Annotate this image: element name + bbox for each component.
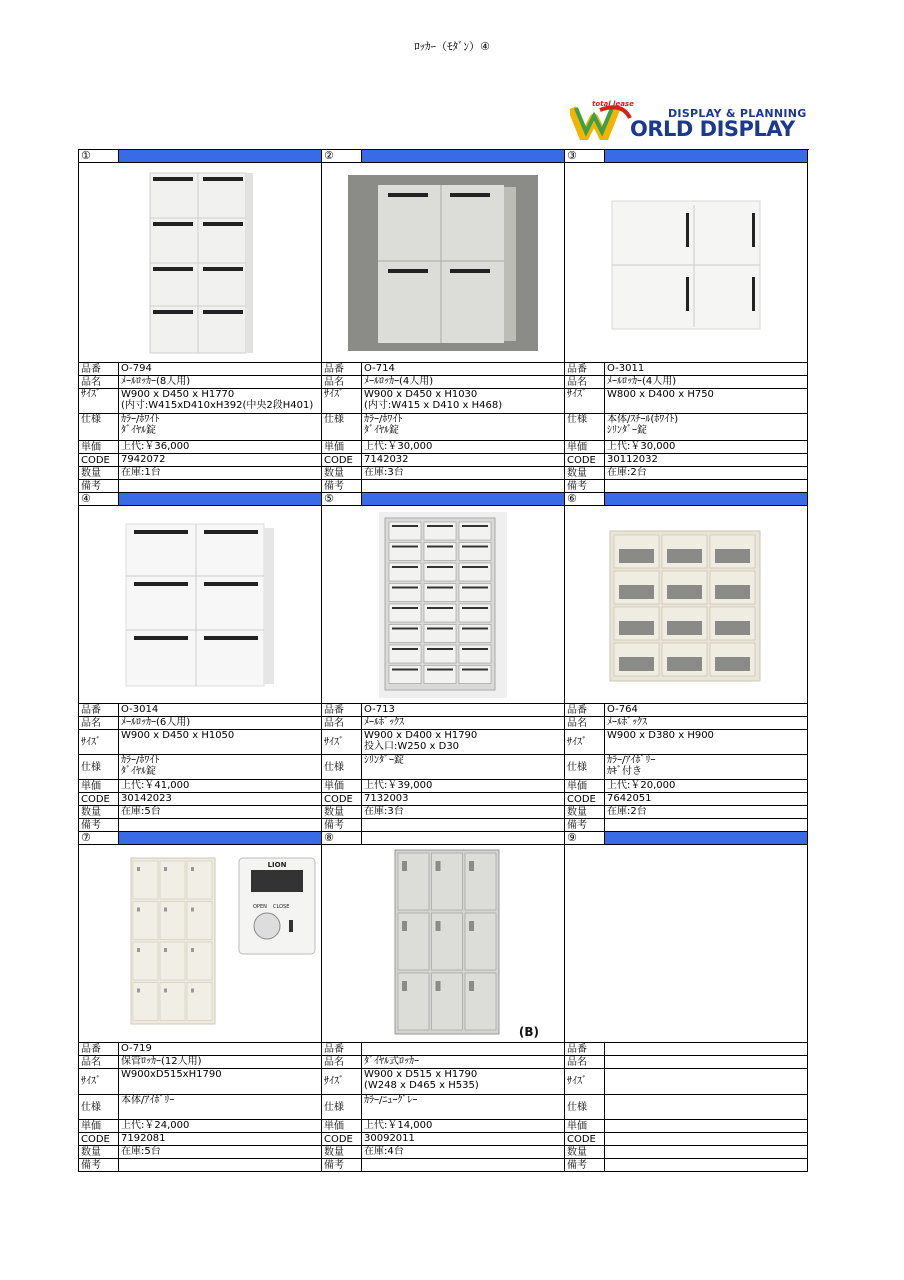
- note-value: [119, 480, 322, 493]
- mail-locker-8-image: [79, 163, 322, 363]
- product-number: ⑤: [322, 493, 362, 506]
- code-value: 7192081: [119, 1133, 322, 1146]
- note-value: [362, 480, 565, 493]
- qty-value: 在庫:4台: [362, 1146, 565, 1159]
- mail-locker-4-image: [322, 163, 565, 363]
- price-value: 上代:￥30,000: [362, 441, 565, 454]
- part-no-value: [362, 1043, 565, 1056]
- label-size: ｻｲｽﾞ: [565, 389, 605, 414]
- product-header-bar: [362, 832, 565, 845]
- product-catalog-table: [78, 149, 809, 1172]
- storage-locker-12-image: [79, 845, 322, 1043]
- size-value: W800 x D400 x H750: [605, 389, 808, 414]
- size-value: W900 x D400 x H1790 投入口:W250 x D30: [362, 730, 565, 755]
- code-value: 7142032: [362, 454, 565, 467]
- name-value: ﾒｰﾙﾛｯｶｰ(6人用): [119, 717, 322, 730]
- label-price: 単価: [565, 441, 605, 454]
- label-price: 単価: [79, 780, 119, 793]
- qty-value: [605, 1146, 808, 1159]
- qty-value: 在庫:3台: [362, 467, 565, 480]
- label-qty: 数量: [565, 467, 605, 480]
- label-part-no: 品番: [565, 704, 605, 717]
- label-qty: 数量: [322, 1146, 362, 1159]
- label-qty: 数量: [79, 806, 119, 819]
- label-qty: 数量: [79, 467, 119, 480]
- label-price: 単価: [79, 441, 119, 454]
- label-name: 品名: [565, 1056, 605, 1069]
- spec-value: ｼﾘﾝﾀﾞｰ錠: [362, 755, 565, 780]
- name-value: ﾒｰﾙﾛｯｶｰ(4人用): [605, 376, 808, 389]
- label-spec: 仕様: [565, 1095, 605, 1120]
- code-value: 7132003: [362, 793, 565, 806]
- product-header-bar: [605, 150, 808, 163]
- product-number: ③: [565, 150, 605, 163]
- spec-value: ｶﾗｰ/ﾎﾜｲﾄ ﾀﾞｲﾔﾙ錠: [119, 755, 322, 780]
- dial-locker-9-image: [322, 845, 565, 1043]
- size-value: W900 x D450 x H1770 (内寸:W415xD410xH392(中央2段H401): [119, 389, 322, 414]
- label-code: CODE: [322, 793, 362, 806]
- label-part-no: 品番: [322, 363, 362, 376]
- code-value: 30092011: [362, 1133, 565, 1146]
- code-value: [605, 1133, 808, 1146]
- product-header-bar: [362, 493, 565, 506]
- label-size: ｻｲｽﾞ: [322, 730, 362, 755]
- note-value: [362, 1159, 565, 1172]
- label-spec: 仕様: [79, 414, 119, 441]
- name-value: ﾒｰﾙﾎﾞｯｸｽ: [362, 717, 565, 730]
- spec-value: 本体/ｽﾁｰﾙ(ﾎﾜｲﾄ) ｼﾘﾝﾀﾞｰ錠: [605, 414, 808, 441]
- product-number: ④: [79, 493, 119, 506]
- label-qty: 数量: [322, 467, 362, 480]
- size-value: W900xD515xH1790: [119, 1069, 322, 1095]
- name-value: [605, 1056, 808, 1069]
- mail-locker-6-image: [79, 506, 322, 704]
- price-value: 上代:￥30,000: [605, 441, 808, 454]
- label-part-no: 品番: [322, 704, 362, 717]
- price-value: 上代:￥39,000: [362, 780, 565, 793]
- price-value: [605, 1120, 808, 1133]
- product-header-bar: [605, 493, 808, 506]
- note-value: [119, 1159, 322, 1172]
- label-size: ｻｲｽﾞ: [322, 1069, 362, 1095]
- dial-brand-label: LION: [267, 860, 287, 869]
- label-spec: 仕様: [565, 755, 605, 780]
- part-no-value: O-714: [362, 363, 565, 376]
- note-value: [605, 480, 808, 493]
- part-no-value: O-764: [605, 704, 808, 717]
- label-price: 単価: [322, 441, 362, 454]
- label-size: ｻｲｽﾞ: [322, 389, 362, 414]
- product-number: ①: [79, 150, 119, 163]
- price-value: 上代:￥24,000: [119, 1120, 322, 1133]
- product-header-bar: [605, 832, 808, 845]
- product-header-bar: [119, 832, 322, 845]
- mail-box-12-image: [565, 506, 808, 704]
- spec-value: ｶﾗｰ/ﾎﾜｲﾄ ﾀﾞｲﾔﾙ錠: [119, 414, 322, 441]
- label-code: CODE: [79, 793, 119, 806]
- spec-value: ｶﾗｰ/ｱｲﾎﾞﾘｰ ｶｷﾞ付き: [605, 755, 808, 780]
- label-part-no: 品番: [79, 1043, 119, 1056]
- label-spec: 仕様: [79, 755, 119, 780]
- label-spec: 仕様: [322, 414, 362, 441]
- label-price: 単価: [565, 780, 605, 793]
- code-value: 30112032: [605, 454, 808, 467]
- label-note: 備考: [322, 1159, 362, 1172]
- part-no-value: O-713: [362, 704, 565, 717]
- logo-small-text: total lease: [592, 100, 634, 108]
- label-spec: 仕様: [322, 755, 362, 780]
- price-value: 上代:￥41,000: [119, 780, 322, 793]
- code-value: 30142023: [119, 793, 322, 806]
- label-part-no: 品番: [79, 704, 119, 717]
- dial-close-label: CLOSE: [273, 903, 290, 910]
- label-spec: 仕様: [565, 414, 605, 441]
- note-value: [362, 819, 565, 832]
- label-note: 備考: [322, 819, 362, 832]
- label-qty: 数量: [322, 806, 362, 819]
- name-value: ﾒｰﾙﾛｯｶｰ(8人用): [119, 376, 322, 389]
- label-name: 品名: [79, 376, 119, 389]
- label-part-no: 品番: [565, 363, 605, 376]
- label-name: 品名: [79, 1056, 119, 1069]
- product-number: ⑦: [79, 832, 119, 845]
- label-size: ｻｲｽﾞ: [565, 730, 605, 755]
- label-note: 備考: [322, 480, 362, 493]
- label-qty: 数量: [565, 806, 605, 819]
- label-size: ｻｲｽﾞ: [79, 730, 119, 755]
- label-price: 単価: [322, 1120, 362, 1133]
- label-size: ｻｲｽﾞ: [79, 1069, 119, 1095]
- size-value: W900 x D450 x H1030 (内寸:W415 x D410 x H468): [362, 389, 565, 414]
- spec-value: 本体/ｱｲﾎﾞﾘｰ: [119, 1095, 322, 1120]
- part-no-value: O-3014: [119, 704, 322, 717]
- product-header-bar: [119, 150, 322, 163]
- note-value: [605, 1159, 808, 1172]
- price-value: 上代:￥14,000: [362, 1120, 565, 1133]
- product-number: ⑨: [565, 832, 605, 845]
- product-number: ⑧: [322, 832, 362, 845]
- label-price: 単価: [79, 1120, 119, 1133]
- product-header-bar: [362, 150, 565, 163]
- label-size: ｻｲｽﾞ: [565, 1069, 605, 1095]
- price-value: 上代:￥36,000: [119, 441, 322, 454]
- label-name: 品名: [322, 376, 362, 389]
- label-size: ｻｲｽﾞ: [79, 389, 119, 414]
- dial-open-label: OPEN: [253, 903, 267, 910]
- qty-value: 在庫:5台: [119, 1146, 322, 1159]
- name-value: ﾒｰﾙﾎﾞｯｸｽ: [605, 717, 808, 730]
- label-code: CODE: [322, 1133, 362, 1146]
- qty-value: 在庫:1台: [119, 467, 322, 480]
- label-name: 品名: [565, 717, 605, 730]
- label-spec: 仕様: [79, 1095, 119, 1120]
- name-value: ﾀﾞｲﾔﾙ式ﾛｯｶｰ: [362, 1056, 565, 1069]
- label-qty: 数量: [565, 1146, 605, 1159]
- world-display-logo: [570, 102, 810, 142]
- label-code: CODE: [565, 1133, 605, 1146]
- product-header-bar: [119, 493, 322, 506]
- label-name: 品名: [322, 1056, 362, 1069]
- size-value: [605, 1069, 808, 1095]
- part-no-value: O-794: [119, 363, 322, 376]
- qty-value: 在庫:2台: [605, 806, 808, 819]
- label-qty: 数量: [79, 1146, 119, 1159]
- code-value: 7642051: [605, 793, 808, 806]
- label-code: CODE: [565, 793, 605, 806]
- qty-value: 在庫:5台: [119, 806, 322, 819]
- product-number: ⑥: [565, 493, 605, 506]
- label-code: CODE: [565, 454, 605, 467]
- label-note: 備考: [79, 480, 119, 493]
- label-code: CODE: [79, 1133, 119, 1146]
- label-price: 単価: [565, 1120, 605, 1133]
- note-value: [119, 819, 322, 832]
- label-note: 備考: [79, 819, 119, 832]
- label-name: 品名: [565, 376, 605, 389]
- label-name: 品名: [79, 717, 119, 730]
- note-value: [605, 819, 808, 832]
- name-value: 保管ﾛｯｶｰ(12人用): [119, 1056, 322, 1069]
- spec-value: ｶﾗｰ/ﾎﾜｲﾄ ﾀﾞｲﾔﾙ錠: [362, 414, 565, 441]
- price-value: 上代:￥20,000: [605, 780, 808, 793]
- label-code: CODE: [79, 454, 119, 467]
- spec-value: [605, 1095, 808, 1120]
- qty-value: 在庫:2台: [605, 467, 808, 480]
- variant-b-label: (B): [518, 1024, 539, 1039]
- size-value: W900 x D450 x H1050: [119, 730, 322, 755]
- label-note: 備考: [565, 480, 605, 493]
- qty-value: 在庫:3台: [362, 806, 565, 819]
- part-no-value: O-3011: [605, 363, 808, 376]
- part-no-value: [605, 1043, 808, 1056]
- page-title: ﾛｯｶｰ（ﾓﾀﾞﾝ）④: [414, 40, 490, 53]
- label-part-no: 品番: [322, 1043, 362, 1056]
- logo-wordmark: ORLD DISPLAY: [630, 117, 795, 141]
- product-number: ②: [322, 150, 362, 163]
- mail-locker-4-white-image: [565, 163, 808, 363]
- label-note: 備考: [79, 1159, 119, 1172]
- spec-value: ｶﾗｰ/ﾆｭｰｸﾞﾚｰ: [362, 1095, 565, 1120]
- label-note: 備考: [565, 819, 605, 832]
- size-value: W900 x D380 x H900: [605, 730, 808, 755]
- label-code: CODE: [322, 454, 362, 467]
- name-value: ﾒｰﾙﾛｯｶｰ(4人用): [362, 376, 565, 389]
- label-part-no: 品番: [79, 363, 119, 376]
- label-spec: 仕様: [322, 1095, 362, 1120]
- size-value: W900 x D515 x H1790 (W248 x D465 x H535): [362, 1069, 565, 1095]
- empty-image-slot: [565, 845, 808, 1043]
- label-part-no: 品番: [565, 1043, 605, 1056]
- mail-box-24-image: [322, 506, 565, 704]
- w-logo-icon: [570, 104, 632, 140]
- label-name: 品名: [322, 717, 362, 730]
- code-value: 7942072: [119, 454, 322, 467]
- part-no-value: O-719: [119, 1043, 322, 1056]
- logo-tagline: DISPLAY & PLANNING: [668, 107, 807, 120]
- label-note: 備考: [565, 1159, 605, 1172]
- label-price: 単価: [322, 780, 362, 793]
